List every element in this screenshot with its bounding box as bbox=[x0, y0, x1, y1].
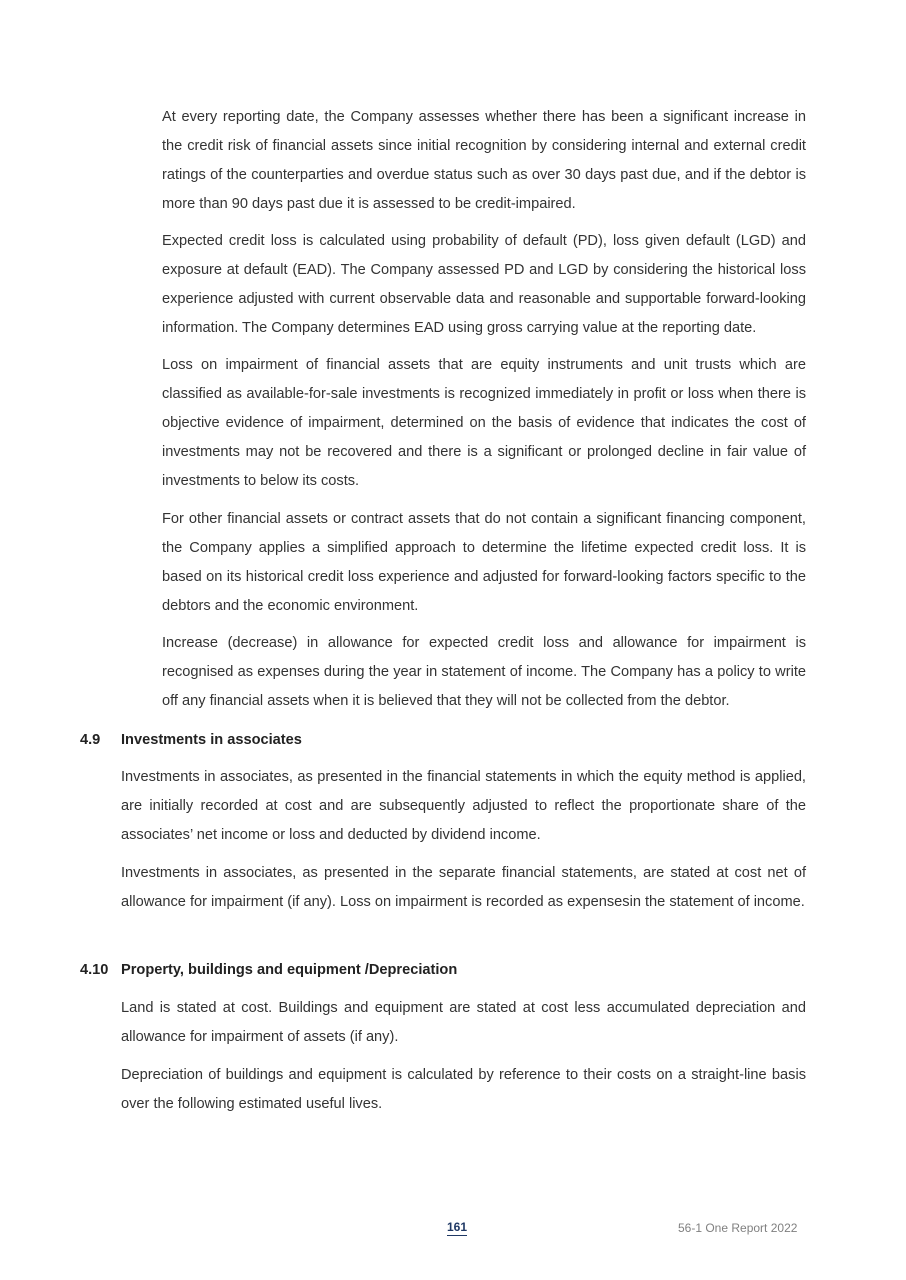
section-heading-4-10 bbox=[80, 960, 457, 980]
paragraph-credit-risk-assessment: At every reporting date, the Company assesses whether there has been a significant increase in the credit risk of financial assets since initial recognition by considering internal and external credit ratings of the counterparties and overdue status such as over 30 days past due, and if the debtor is more than 90 days past due it is assessed to be credit-impaired. bbox=[162, 109, 806, 212]
paragraph-associates-equity-method: Investments in associates, as presented in the financial statements in which the equity method is applied, are initially recorded at cost and are subsequently adjusted to reflect the proportionate share of the associates’ net income or loss and deducted by dividend income. bbox=[121, 769, 806, 843]
paragraph-land-buildings: Land is stated at cost. Buildings and equipment are stated at cost less accumulated depreciation and allowance for impairment of assets (if any). bbox=[121, 1000, 806, 1045]
paragraph-depreciation: Depreciation of buildings and equipment is calculated by reference to their costs on a straight-line basis over the following estimated useful lives. bbox=[121, 1067, 806, 1112]
page-number: 161 bbox=[447, 1220, 468, 1234]
paragraph-impairment-equity: Loss on impairment of financial assets that are equity instruments and unit trusts which are classified as available-for-sale investments is recognized immediately in profit or loss when there is objective evidence of impairment, determined on the basis of evidence that indicates the cost of investments may not be recovered and there is a significant or prolonged decline in fair value of investments to below its costs. bbox=[162, 357, 806, 489]
paragraph-expected-credit-loss: Expected credit loss is calculated using probability of default (PD), loss given default (LGD) and exposure at default (EAD). The Company assessed PD and LGD by considering the historical loss experience adjusted with current observable data and reasonable and supportable forward-looking information. The Company determines EAD using gross carrying value at the reporting date. bbox=[162, 233, 806, 336]
section-title: Property, buildings and equipment /Depreciation bbox=[121, 962, 458, 978]
paragraph-associates-separate: Investments in associates, as presented in the separate financial statements, are stated at cost net of allowance for impairment (if any). Loss on impairment is recorded as expensesin the statement of income. bbox=[121, 865, 806, 910]
paragraph-simplified-approach: For other financial assets or contract assets that do not contain a significant financing component, the Company applies a simplified approach to determine the lifetime expected credit loss. It is based on its historical credit loss experience and adjusted for forward-looking factors specific to the debtors and the economic environment. bbox=[162, 511, 806, 614]
report-name: 56-1 One Report 2022 bbox=[678, 1221, 798, 1235]
section-heading-4-9 bbox=[80, 730, 302, 750]
section-title: Investments in associates bbox=[121, 732, 302, 748]
paragraph-allowance-policy: Increase (decrease) in allowance for expected credit loss and allowance for impairment is recognised as expenses during the year in statement of income. The Company has a policy to write off any financial assets when it is believed that they will not be collected from the debtor. bbox=[162, 635, 806, 709]
section-number: 4.10 bbox=[80, 962, 109, 978]
section-number: 4.9 bbox=[80, 732, 101, 748]
